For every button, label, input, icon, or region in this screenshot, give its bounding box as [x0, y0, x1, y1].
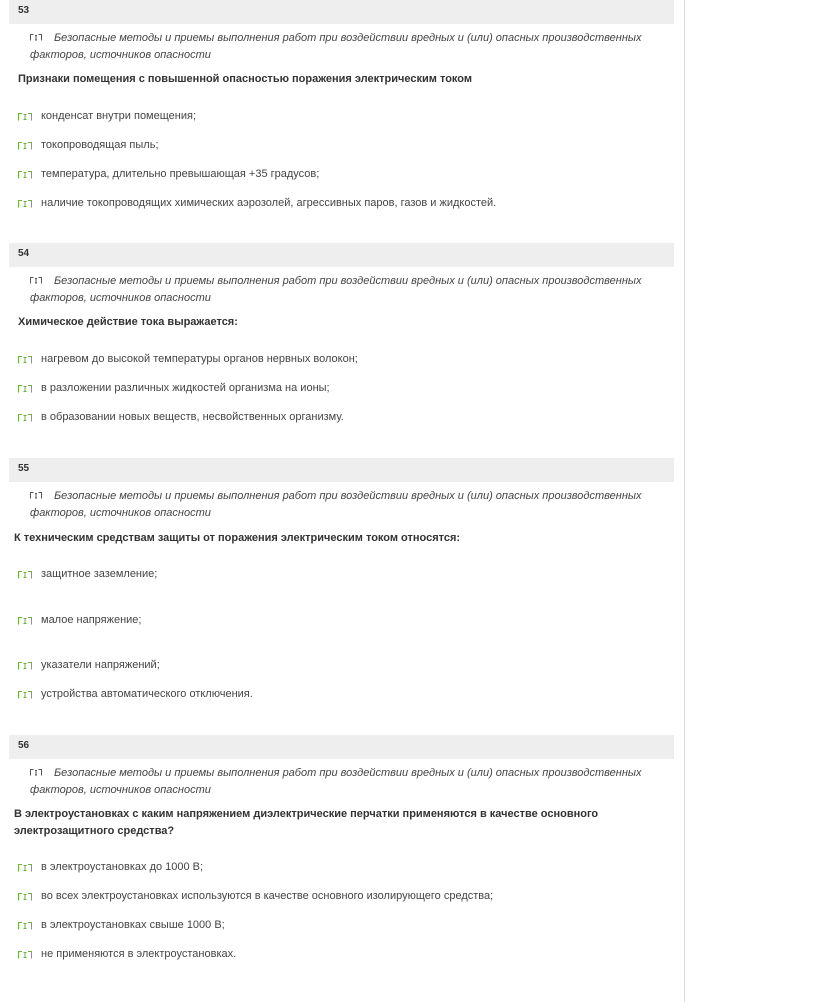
- question-header: [9, 0, 674, 24]
- answer-bracket-icon: [18, 922, 32, 930]
- answer-text: устройства автоматического отключения.: [41, 688, 253, 700]
- answer-option[interactable]: [18, 612, 618, 628]
- answer-bracket-icon: [18, 571, 32, 579]
- answer-bracket-icon: [18, 617, 32, 625]
- question-text: К техническим средствам защиты от поражения электрическим током относятся:: [14, 532, 461, 544]
- answer-bracket-icon: [18, 385, 32, 393]
- answer-text: в разложении различных жидкостей организма на ионы;: [41, 382, 330, 394]
- answer-option[interactable]: [18, 859, 618, 875]
- answer-option[interactable]: [18, 166, 618, 182]
- answer-option[interactable]: [18, 566, 618, 582]
- topic-bracket-icon: [30, 769, 42, 776]
- answer-text: токопроводящая пыль;: [41, 139, 159, 151]
- answer-bracket-icon: [18, 356, 32, 364]
- answer-text: малое напряжение;: [41, 614, 142, 626]
- answer-text: температура, длительно превышающая +35 градусов;: [41, 168, 320, 180]
- topic-bracket-icon: [30, 492, 42, 499]
- topic-text: Безопасные методы и приемы выполнения работ при воздействии вредных и (или) опасных производственных факторов, источников опасности: [30, 490, 642, 519]
- question-topic: [30, 30, 650, 64]
- answer-text: конденсат внутри помещения;: [41, 110, 197, 122]
- answer-bracket-icon: [18, 691, 32, 699]
- answer-bracket-icon: [18, 951, 32, 959]
- answer-bracket-icon: [18, 113, 32, 121]
- answer-option[interactable]: [18, 888, 618, 904]
- answer-option[interactable]: [18, 108, 618, 124]
- question-header: [9, 735, 674, 759]
- answer-option[interactable]: [18, 409, 618, 425]
- answer-text: в образовании новых веществ, несвойственных организму.: [41, 411, 344, 423]
- answer-text: защитное заземление;: [41, 568, 158, 580]
- question-text: Химическое действие тока выражается:: [18, 316, 238, 328]
- page-divider-line: [684, 0, 685, 1002]
- topic-text: Безопасные методы и приемы выполнения работ при воздействии вредных и (или) опасных производственных факторов, источников опасности: [30, 767, 642, 796]
- answer-bracket-icon: [18, 414, 32, 422]
- answer-text: в электроустановках до 1000 В;: [41, 861, 204, 873]
- question-topic: [30, 273, 650, 307]
- answer-text: во всех электроустановках используются в качестве основного изолирующего средства;: [41, 890, 494, 902]
- answer-bracket-icon: [18, 662, 32, 670]
- answer-option[interactable]: [18, 137, 618, 153]
- question-number: 55: [18, 463, 30, 474]
- answer-option[interactable]: [18, 195, 618, 211]
- topic-text: Безопасные методы и приемы выполнения работ при воздействии вредных и (или) опасных производственных факторов, источников опасности: [30, 32, 642, 61]
- answer-text: в электроустановках свыше 1000 В;: [41, 919, 225, 931]
- answer-bracket-icon: [18, 142, 32, 150]
- topic-bracket-icon: [30, 34, 42, 41]
- answer-text: нагревом до высокой температуры органов нервных волокон;: [41, 353, 358, 365]
- answer-option[interactable]: [18, 351, 618, 367]
- question-number: 53: [18, 5, 30, 16]
- question-text: В электроустановках с каким напряжением диэлектрические перчатки применяются в качестве основного электрозащитного средства?: [14, 808, 599, 837]
- answer-bracket-icon: [18, 171, 32, 179]
- answer-option[interactable]: [18, 686, 618, 702]
- answer-bracket-icon: [18, 864, 32, 872]
- answer-bracket-icon: [18, 893, 32, 901]
- answer-option[interactable]: [18, 917, 618, 933]
- question-header: [9, 458, 674, 482]
- question-number: 56: [18, 740, 30, 751]
- question-topic: [30, 488, 650, 522]
- answer-text: не применяются в электроустановках.: [41, 948, 237, 960]
- question-topic: [30, 765, 650, 799]
- answer-option[interactable]: [18, 380, 618, 396]
- question-number: 54: [18, 248, 30, 259]
- answer-option[interactable]: [18, 946, 618, 962]
- topic-bracket-icon: [30, 277, 42, 284]
- answer-option[interactable]: [18, 657, 618, 673]
- topic-text: Безопасные методы и приемы выполнения работ при воздействии вредных и (или) опасных производственных факторов, источников опасности: [30, 275, 642, 304]
- answer-text: наличие токопроводящих химических аэрозолей, агрессивных паров, газов и жидкостей.: [41, 197, 497, 209]
- answer-bracket-icon: [18, 200, 32, 208]
- question-header: [9, 243, 674, 267]
- answer-text: указатели напряжений;: [41, 659, 160, 671]
- question-text: Признаки помещения с повышенной опасностью поражения электрическим током: [18, 73, 472, 85]
